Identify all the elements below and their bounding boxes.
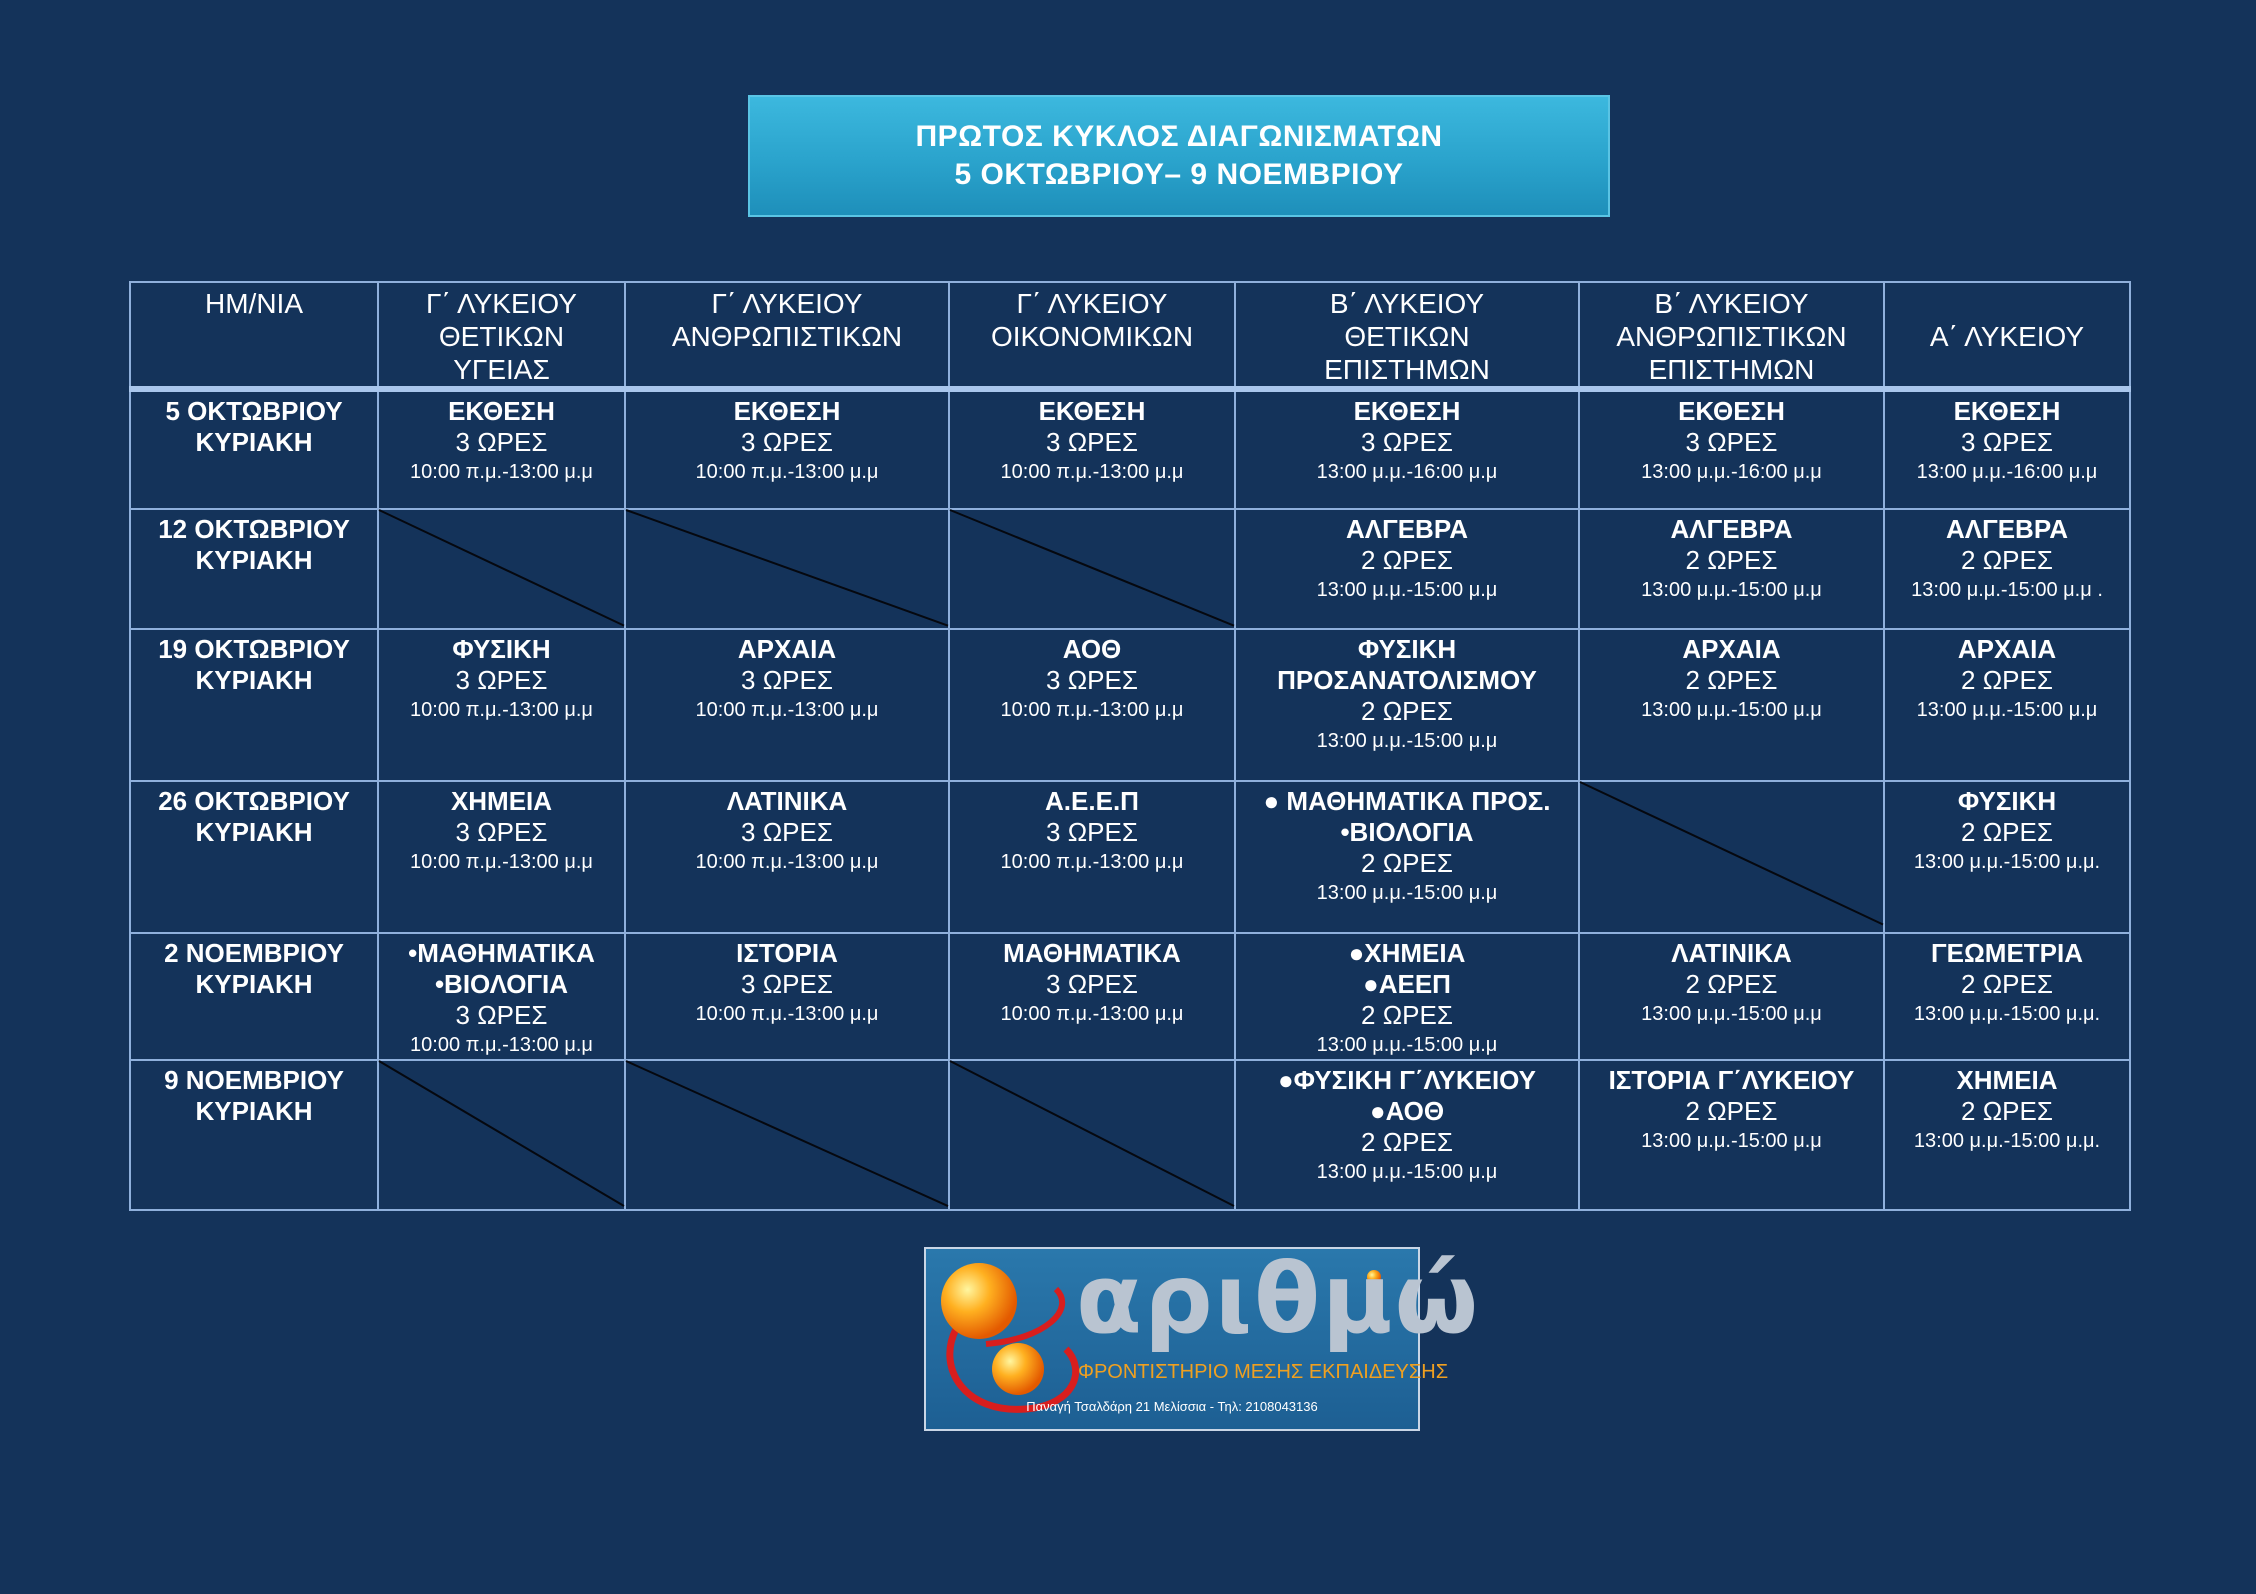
exam-time: 10:00 π.μ.-13:00 μ.μ (1000, 1003, 1184, 1025)
school-logo (924, 1243, 1481, 1431)
date-line: ΚΥΡΙΑΚΗ (195, 1096, 313, 1126)
title-line-1: ΠΡΩΤΟΣ ΚΥΚΛΟΣ ΔΙΑΓΩΝΙΣΜΑΤΩΝ (915, 120, 1443, 153)
exam-subject: ΑΟΘ (1062, 634, 1122, 664)
exam-subject: ● ΜΑΘΗΜΑΤΙΚΑ ΠΡΟΣ. (1263, 786, 1551, 816)
exam-time: 10:00 π.μ.-13:00 μ.μ (695, 1003, 879, 1025)
exam-duration: 3 ΩΡΕΣ (455, 665, 548, 695)
diagonal-slash-icon (379, 510, 624, 628)
empty-cell (949, 1060, 1235, 1210)
exam-duration: 3 ΩΡΕΣ (741, 969, 833, 999)
exam-duration: 3 ΩΡΕΣ (741, 427, 833, 457)
exam-time: 13:00 μ.μ.-15:00 μ.μ (1316, 730, 1498, 752)
exam-duration: 3 ΩΡΕΣ (1685, 427, 1778, 457)
column-header-line: Γ΄ ΛΥΚΕΙΟΥ (426, 288, 577, 319)
column-header-line: ΗΜ/ΝΙΑ (205, 288, 303, 319)
exam-cell (1235, 1060, 1579, 1210)
exam-duration: 3 ΩΡΕΣ (1046, 969, 1138, 999)
exam-subject: ●ΦΥΣΙΚΗ Γ΄ΛΥΚΕΙΟΥ (1277, 1065, 1537, 1095)
exam-duration: 2 ΩΡΕΣ (1685, 969, 1778, 999)
logo-wordmark: αριθμώ (1076, 1243, 1481, 1355)
date-line: ΚΥΡΙΑΚΗ (195, 427, 313, 457)
diagonal-slash-icon (626, 1061, 948, 1209)
exam-duration: 3 ΩΡΕΣ (455, 427, 548, 457)
exam-cell (1235, 509, 1579, 629)
exam-time: 10:00 π.μ.-13:00 μ.μ (695, 851, 879, 873)
exam-subject: ΑΡΧΑΙΑ (1957, 634, 2057, 664)
exam-subject: ΕΚΘΕΣΗ (733, 396, 841, 426)
exam-cell (378, 629, 625, 781)
exam-cell (1884, 781, 2130, 933)
exam-cell (1884, 509, 2130, 629)
exam-duration: 2 ΩΡΕΣ (1961, 817, 2053, 847)
column-header-1 (378, 282, 625, 389)
exam-subject: ΕΚΘΕΣΗ (448, 396, 555, 426)
exam-subject: ΕΚΘΕΣΗ (1953, 396, 2061, 426)
logo-subtitle: ΦΡΟΝΤΙΣΤΗΡΙΟ ΜΕΣΗΣ ΕΚΠΑΙΔΕΥΣΗΣ (1078, 1361, 1449, 1383)
column-header-line: ΕΠΙΣΤΗΜΩΝ (1324, 354, 1490, 385)
exam-subject: ΑΛΓΕΒΡΑ (1945, 514, 2069, 544)
exam-cell (625, 629, 949, 781)
column-header-line: ΘΕΤΙΚΩΝ (1344, 321, 1470, 352)
column-header-line: ΑΝΘΡΩΠΙΣΤΙΚΩΝ (1616, 321, 1847, 352)
exam-time: 13:00 μ.μ.-15:00 μ.μ. (1913, 1130, 2101, 1152)
exam-duration: 3 ΩΡΕΣ (1046, 817, 1138, 847)
exam-duration: 3 ΩΡΕΣ (741, 665, 833, 695)
diagonal-slash-icon (950, 510, 1234, 628)
diagonal-slash-icon (950, 1061, 1234, 1209)
exam-subject: ΦΥΣΙΚΗ (1957, 786, 2057, 816)
exam-duration: 3 ΩΡΕΣ (1046, 427, 1138, 457)
exam-time: 13:00 μ.μ.-15:00 μ.μ (1316, 1034, 1498, 1056)
exam-duration: 2 ΩΡΕΣ (1361, 848, 1453, 878)
exam-duration: 2 ΩΡΕΣ (1361, 545, 1453, 575)
exam-subject: ΑΡΧΑΙΑ (1682, 634, 1781, 664)
exam-duration: 3 ΩΡΕΣ (455, 817, 548, 847)
exam-cell (1579, 933, 1884, 1060)
exam-cell (378, 933, 625, 1060)
exam-cell (1884, 629, 2130, 781)
exam-cell (1579, 629, 1884, 781)
schedule-body (130, 389, 2130, 1210)
date-line: ΚΥΡΙΑΚΗ (195, 545, 313, 575)
exam-duration: 3 ΩΡΕΣ (1361, 427, 1453, 457)
empty-cell (949, 509, 1235, 629)
exam-subject: ΧΗΜΕΙΑ (1956, 1065, 2058, 1095)
column-header-line: ΥΓΕΙΑΣ (453, 354, 550, 385)
exam-cell (1235, 933, 1579, 1060)
exam-duration: 2 ΩΡΕΣ (1685, 665, 1778, 695)
exam-cell (1884, 389, 2130, 509)
column-header-line: ΑΝΘΡΩΠΙΣΤΙΚΩΝ (671, 321, 903, 352)
exam-subject: ΑΛΓΕΒΡΑ (1345, 514, 1469, 544)
exam-duration: 2 ΩΡΕΣ (1685, 1096, 1778, 1126)
exam-time: 10:00 π.μ.-13:00 μ.μ (1000, 699, 1184, 721)
table-row (130, 1060, 2130, 1210)
exam-subject: •ΒΙΟΛΟΓΙΑ (1340, 817, 1474, 847)
exam-time: 13:00 μ.μ.-15:00 μ.μ (1316, 1161, 1498, 1183)
table-row (130, 389, 2130, 509)
exam-duration: 2 ΩΡΕΣ (1361, 696, 1453, 726)
exam-time: 13:00 μ.μ.-15:00 μ.μ (1641, 1130, 1822, 1152)
exam-subject: Α.Ε.Ε.Π (1045, 786, 1139, 816)
exam-cell (949, 629, 1235, 781)
date-line: 9 ΝΟΕΜΒΡΙΟΥ (164, 1065, 344, 1095)
exam-time: 13:00 μ.μ.-16:00 μ.μ (1916, 461, 2098, 483)
exam-time: 13:00 μ.μ.-15:00 μ.μ (1641, 579, 1822, 601)
exam-cell (1884, 933, 2130, 1060)
exam-time: 13:00 μ.μ.-16:00 μ.μ (1316, 461, 1498, 483)
exam-time: 10:00 π.μ.-13:00 μ.μ (695, 699, 879, 721)
exam-time: 13:00 μ.μ.-16:00 μ.μ (1641, 461, 1822, 483)
exam-subject: ●ΑΕΕΠ (1363, 969, 1451, 999)
date-line: ΚΥΡΙΑΚΗ (195, 665, 313, 695)
table-row (130, 781, 2130, 933)
date-line: ΚΥΡΙΑΚΗ (195, 969, 313, 999)
exam-cell (625, 389, 949, 509)
exam-subject: ΦΥΣΙΚΗ (452, 634, 551, 664)
logo-address: Παναγή Τσαλδάρη 21 Μελίσσια - Τηλ: 2108043136 (1026, 1399, 1318, 1414)
exam-duration: 3 ΩΡΕΣ (741, 817, 833, 847)
exam-duration: 3 ΩΡΕΣ (1961, 427, 2053, 457)
date-line: 5 ΟΚΤΩΒΡΙΟΥ (165, 396, 343, 426)
title-line-2: 5 ΟΚΤΩΒΡΙΟΥ– 9 ΝΟΕΜΒΡΙΟΥ (954, 158, 1404, 191)
column-header-5 (1579, 282, 1884, 389)
exam-subject: ΜΑΘΗΜΑΤΙΚΑ (1003, 938, 1181, 968)
table-row (130, 509, 2130, 629)
exam-subject: ΧΗΜΕΙΑ (450, 786, 553, 816)
date-line: 19 ΟΚΤΩΒΡΙΟΥ (158, 634, 350, 664)
column-header-4 (1235, 282, 1579, 389)
exam-subject: ΕΚΘΕΣΗ (1353, 396, 1461, 426)
exam-duration: 2 ΩΡΕΣ (1685, 545, 1778, 575)
exam-cell (625, 933, 949, 1060)
exam-cell (949, 933, 1235, 1060)
exam-cell (378, 389, 625, 509)
exam-duration: 2 ΩΡΕΣ (1961, 969, 2053, 999)
table-row (130, 933, 2130, 1060)
exam-cell (949, 781, 1235, 933)
exam-duration: 2 ΩΡΕΣ (1961, 1096, 2053, 1126)
date-cell (130, 933, 378, 1060)
exam-time: 10:00 π.μ.-13:00 μ.μ (1000, 461, 1184, 483)
exam-subject: ΙΣΤΟΡΙΑ (736, 938, 838, 968)
exam-cell (1235, 389, 1579, 509)
column-header-2 (625, 282, 949, 389)
exam-subject: ΑΡΧΑΙΑ (737, 634, 837, 664)
date-cell (130, 781, 378, 933)
exam-time: 10:00 π.μ.-13:00 μ.μ (695, 461, 879, 483)
header-row (130, 282, 2130, 389)
exam-duration: 2 ΩΡΕΣ (1961, 545, 2053, 575)
column-header-line: ΘΕΤΙΚΩΝ (438, 321, 565, 352)
empty-cell (378, 509, 625, 629)
column-header-line: Γ΄ ΛΥΚΕΙΟΥ (1016, 288, 1168, 319)
exam-duration: 2 ΩΡΕΣ (1361, 1000, 1453, 1030)
exam-cell (378, 781, 625, 933)
exam-time: 13:00 μ.μ.-15:00 μ.μ (1316, 579, 1498, 601)
exam-time: 13:00 μ.μ.-15:00 μ.μ. (1913, 1003, 2101, 1025)
exam-time: 13:00 μ.μ.-15:00 μ.μ (1641, 699, 1822, 721)
date-cell (130, 389, 378, 509)
exam-duration: 2 ΩΡΕΣ (1961, 665, 2053, 695)
exam-subject: ●ΧΗΜΕΙΑ (1348, 938, 1466, 968)
exam-time: 10:00 π.μ.-13:00 μ.μ (410, 851, 593, 873)
column-header-0 (130, 282, 378, 389)
exam-subject: ●ΑΟΘ (1369, 1096, 1445, 1126)
exam-subject: ΕΚΘΕΣΗ (1678, 396, 1785, 426)
exam-schedule-table (129, 281, 2131, 1211)
exam-time: 10:00 π.μ.-13:00 μ.μ (410, 461, 593, 483)
exam-duration: 3 ΩΡΕΣ (455, 1000, 548, 1030)
diagonal-slash-icon (1580, 782, 1883, 932)
date-line: 2 ΝΟΕΜΒΡΙΟΥ (164, 938, 344, 968)
exam-time: 13:00 μ.μ.-15:00 μ.μ . (1911, 579, 2103, 601)
exam-time: 13:00 μ.μ.-15:00 μ.μ (1316, 882, 1498, 904)
date-cell (130, 629, 378, 781)
exam-subject: ΓΕΩΜΕΤΡΙΑ (1930, 938, 2084, 968)
empty-cell (378, 1060, 625, 1210)
column-header-line: ΟΙΚΟΝΟΜΙΚΩΝ (990, 321, 1194, 352)
exam-time: 10:00 π.μ.-13:00 μ.μ (410, 1034, 593, 1056)
exam-subject: ΑΛΓΕΒΡΑ (1670, 514, 1793, 544)
empty-cell (1579, 781, 1884, 933)
exam-cell (625, 781, 949, 933)
exam-cell (1579, 389, 1884, 509)
date-line: 12 ΟΚΤΩΒΡΙΟΥ (158, 514, 350, 544)
exam-subject: ΛΑΤΙΝΙΚΑ (726, 786, 848, 816)
empty-cell (625, 509, 949, 629)
exam-subject: •ΒΙΟΛΟΓΙΑ (434, 969, 569, 999)
date-line: 26 ΟΚΤΩΒΡΙΟΥ (158, 786, 350, 816)
empty-cell (625, 1060, 949, 1210)
date-cell (130, 1060, 378, 1210)
exam-cell (1884, 1060, 2130, 1210)
exam-subject: ΛΑΤΙΝΙΚΑ (1671, 938, 1792, 968)
exam-subject: ΙΣΤΟΡΙΑ Γ΄ΛΥΚΕΙΟΥ (1608, 1065, 1855, 1095)
exam-duration: 2 ΩΡΕΣ (1361, 1127, 1453, 1157)
column-header-line: ΕΠΙΣΤΗΜΩΝ (1648, 354, 1815, 385)
column-header-line: Β΄ ΛΥΚΕΙΟΥ (1654, 288, 1809, 319)
exam-time: 13:00 μ.μ.-15:00 μ.μ (1641, 1003, 1822, 1025)
column-header-line: Γ΄ ΛΥΚΕΙΟΥ (711, 288, 863, 319)
column-header-line: Α΄ ΛΥΚΕΙΟΥ (1929, 321, 2085, 352)
exam-time: 13:00 μ.μ.-15:00 μ.μ. (1913, 851, 2101, 873)
table-row (130, 629, 2130, 781)
title-banner (748, 95, 1610, 217)
date-line: ΚΥΡΙΑΚΗ (195, 817, 313, 847)
exam-subject: ΕΚΘΕΣΗ (1038, 396, 1146, 426)
column-header-line: Β΄ ΛΥΚΕΙΟΥ (1329, 288, 1485, 319)
diagonal-slash-icon (626, 510, 948, 628)
exam-cell (1579, 1060, 1884, 1210)
diagonal-slash-icon (379, 1061, 624, 1209)
date-cell (130, 509, 378, 629)
exam-time: 10:00 π.μ.-13:00 μ.μ (410, 699, 593, 721)
exam-cell (949, 389, 1235, 509)
column-header-3 (949, 282, 1235, 389)
column-header-6 (1884, 282, 2130, 389)
exam-cell (1235, 781, 1579, 933)
exam-cell (1579, 509, 1884, 629)
exam-cell (1235, 629, 1579, 781)
exam-subject: ΠΡΟΣΑΝΑΤΟΛΙΣΜΟΥ (1277, 665, 1537, 695)
exam-time: 10:00 π.μ.-13:00 μ.μ (1000, 851, 1184, 873)
exam-duration: 3 ΩΡΕΣ (1046, 665, 1138, 695)
exam-time: 13:00 μ.μ.-15:00 μ.μ (1916, 699, 2098, 721)
exam-subject: ΦΥΣΙΚΗ (1357, 634, 1457, 664)
exam-subject: •ΜΑΘΗΜΑΤΙΚΑ (408, 938, 595, 968)
